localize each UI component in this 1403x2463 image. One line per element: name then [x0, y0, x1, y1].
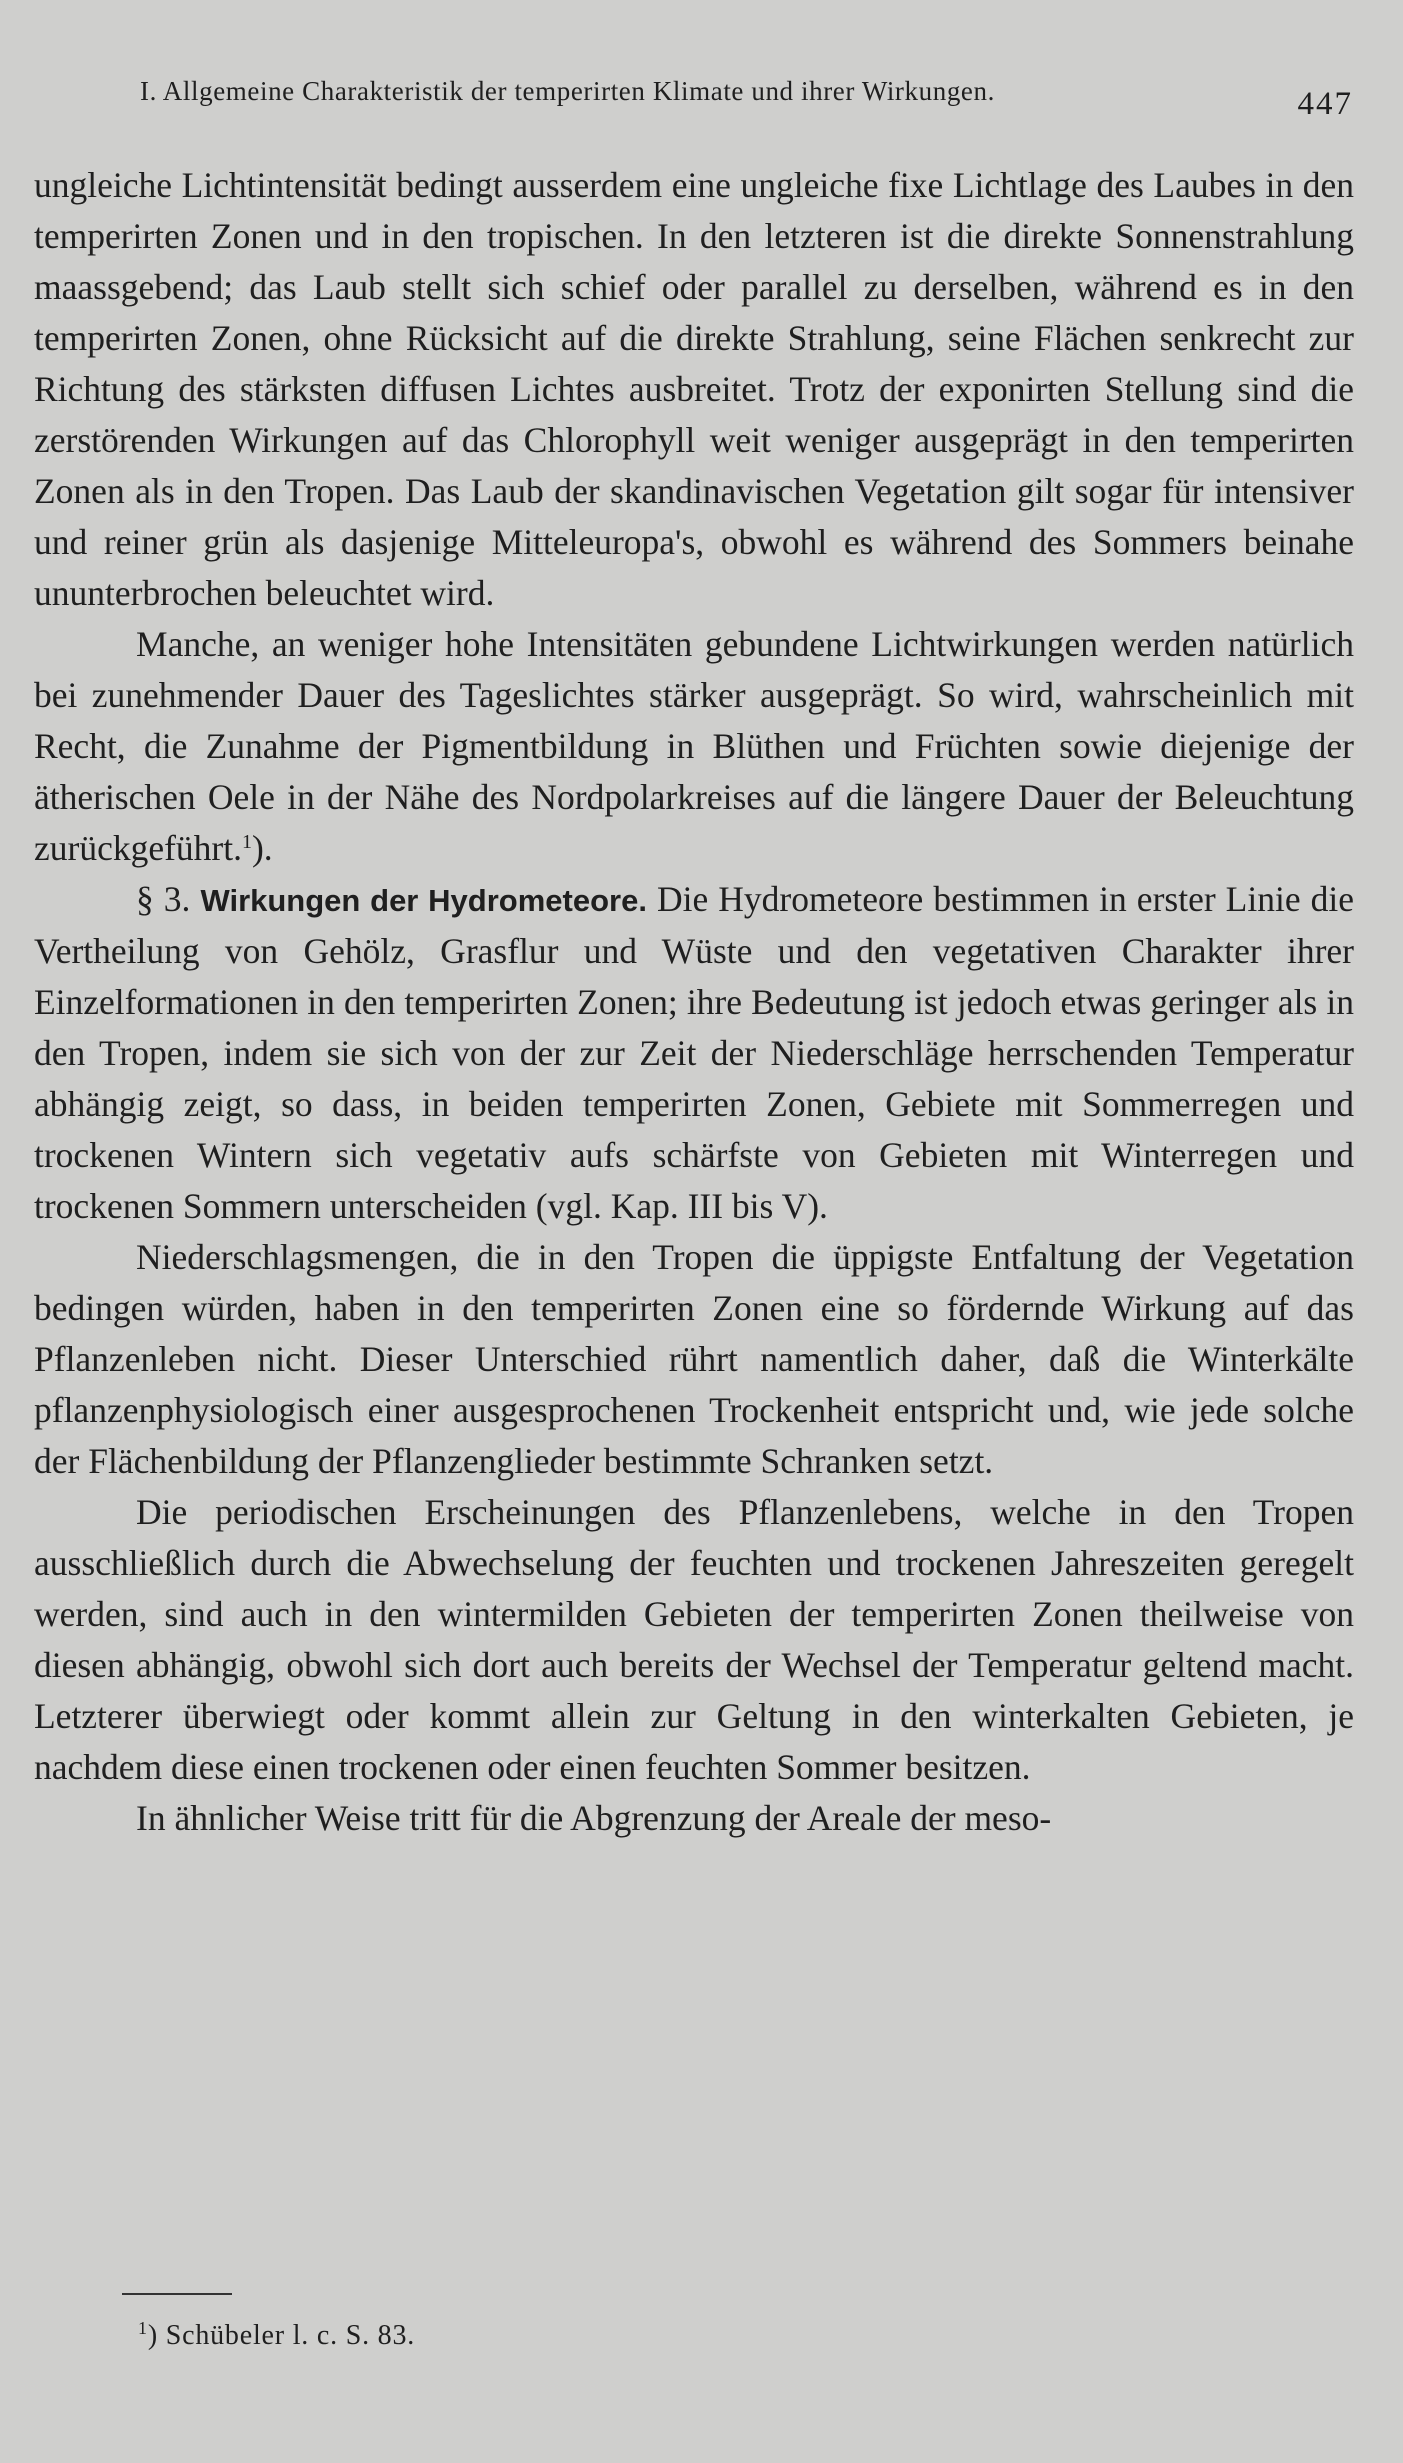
paragraph: Die periodischen Erscheinungen des Pflanzenlebens, welche in den Tropen ausschließlich durch die Abwechselung der feuchten und trockenen Jahreszeiten geregelt werden, sind auch in den wintermilden Gebieten der temperirten Zonen theilweise von diesen abhängig, obwohl sich dort auch bereits der Wechsel der Temperatur geltend macht. Letzterer überwiegt oder kommt allein zur Geltung in den winterkalten Gebieten, je nachdem diese einen trockenen oder einen feuchten Sommer besitzen.: [34, 1492, 1354, 1787]
section-heading: Wirkungen der Hydrometeore.: [200, 883, 647, 918]
paragraph-text: Die Hydrometeore bestimmen in erster Linie die Vertheilung von Gehölz, Grasflur und Wüste und den vegetativen Charakter ihrer Einzelformationen in den temperirten Zonen; ihre Bedeutung ist jedoch etwas geringer als in den Tropen, indem sie sich von der zur Zeit der Niederschläge herrschenden Temperatur abhängig zeigt, so dass, in beiden temperirten Zonen, Gebiete mit Sommerregen und trockenen Wintern sich vegetativ aufs schärfste von Gebieten mit Winterregen und trockenen Sommern unterscheiden (vgl. Kap. III bis V).: [34, 879, 1355, 1226]
paragraph-text: Manche, an weniger hohe Intensitäten gebundene Lichtwirkungen werden natürlich bei zunehmender Dauer des Tageslichtes stärker ausgeprägt. So wird, wahrscheinlich mit Recht, die Zunahme der Pigmentbildung in Blüthen und Früchten sowie diejenige der ätherischen Oele in der Nähe des Nordpolarkreises auf die längere Dauer der Beleuchtung zurückgeführt.: [34, 624, 1354, 868]
footnote-divider: [122, 2293, 232, 2295]
paragraph: Niederschlagsmengen, die in den Tropen die üppigste Entfaltung der Vegetation bedingen würden, haben in den temperirten Zonen eine so fördernde Wirkung auf das Pflanzenleben nicht. Dieser Unterschied rührt namentlich daher, daß die Winterkälte pflanzenphysiologisch einer ausgesprochenen Trockenheit entspricht und, wie jede solche der Flächenbildung der Pflanzenglieder bestimmte Schranken setzt.: [34, 1237, 1354, 1481]
body-text: [34, 160, 1354, 1844]
section-mark: § 3.: [136, 879, 191, 919]
footnote-text: ) Schübeler l. c. S. 83.: [147, 2320, 416, 2351]
running-head: [140, 76, 1353, 122]
footnote-reference: 1: [241, 831, 252, 853]
paragraph-text-end: ).: [251, 828, 273, 868]
paragraph: [34, 874, 1354, 1232]
footnote-mark: 1: [138, 2318, 148, 2338]
paragraph: ungleiche Lichtintensität bedingt ausserdem eine ungleiche fixe Lichtlage des Laubes in den temperirten Zonen und in den tropischen. In den letzteren ist die direkte Sonnenstrahlung maassgebend; das Laub stellt sich schief oder parallel zu derselben, während es in den temperirten Zonen, ohne Rücksicht auf die direkte Strahlung, seine Flächen senkrecht zur Richtung des stärksten diffusen Lichtes ausbreitet. Trotz der exponirten Stellung sind die zerstörenden Wirkungen auf das Chlorophyll weit weniger ausgeprägt in den temperirten Zonen als in den Tropen. Das Laub der skandinavischen Vegetation gilt sogar für intensiver und reiner grün als dasjenige Mitteleuropa's, obwohl es während des Sommers beinahe ununterbrochen beleuchtet wird.: [34, 165, 1354, 613]
running-head-title: I. Allgemeine Charakteristik der temperirten Klimate und ihrer Wirkungen.: [140, 76, 995, 106]
page-number: 447: [1297, 86, 1353, 122]
paragraph: In ähnlicher Weise tritt für die Abgrenzung der Areale der meso-: [136, 1798, 1052, 1838]
paragraph: [34, 619, 1354, 874]
footnote: [138, 2320, 415, 2352]
